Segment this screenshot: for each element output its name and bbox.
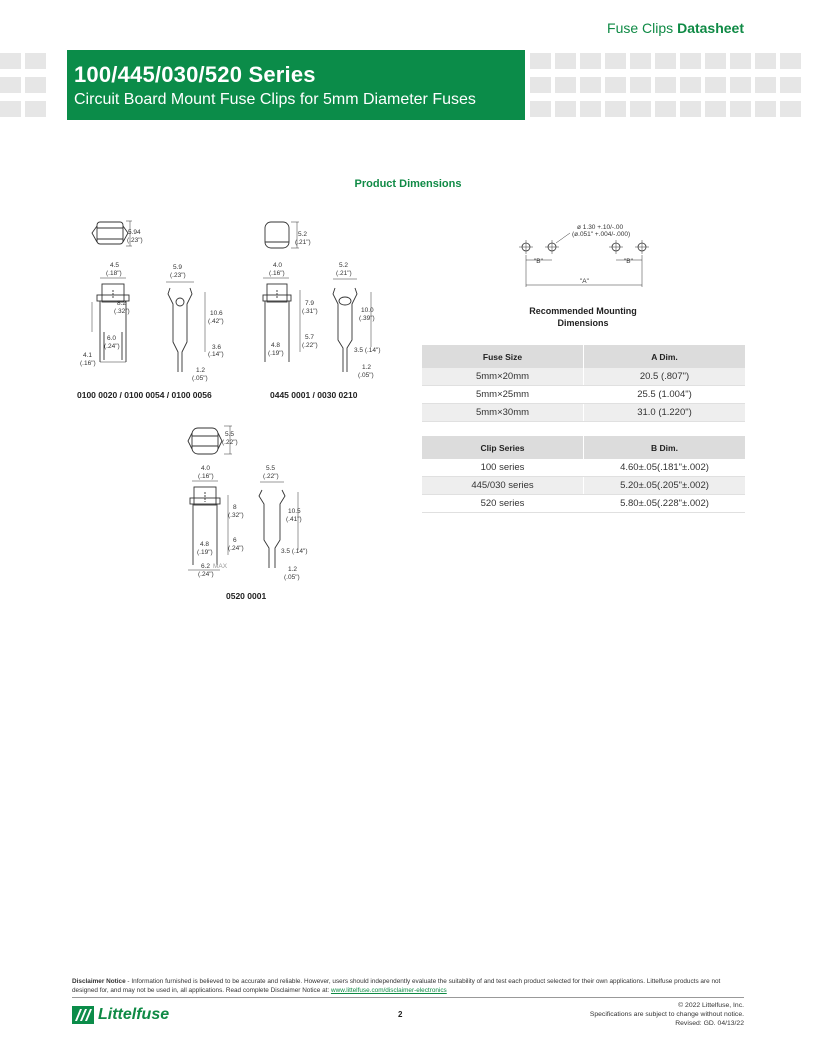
dim-label: 4.0 <box>273 262 283 269</box>
column-header: Fuse Size <box>422 345 584 368</box>
disclaimer-notice <box>72 977 747 995</box>
dim-label: (.24") <box>228 545 244 552</box>
dim-label: 5.94 <box>128 229 141 236</box>
dim-label: 3.5 (.14") <box>354 347 381 354</box>
mounting-caption <box>498 305 668 329</box>
dim-label: (.31") <box>302 308 318 315</box>
dim-label: (.42") <box>208 318 224 325</box>
dim-label: (.39") <box>359 315 375 322</box>
table-cell: 5mm×30mm <box>422 404 584 422</box>
dim-label: 7.9 <box>305 300 315 307</box>
logo-wordmark: Littelfuse <box>98 1006 170 1023</box>
dim-label: 1.2 <box>362 364 372 371</box>
disclaimer-link[interactable]: www.littelfuse.com/disclaimer-electronics <box>330 987 447 994</box>
dim-label: MAX <box>213 563 228 570</box>
dim-label: (.24") <box>104 343 120 350</box>
dim-label: (.22") <box>302 342 318 349</box>
dim-label: "B" <box>534 258 543 265</box>
table-row <box>422 459 745 477</box>
dim-label: "A" <box>580 278 589 285</box>
dim-label: (.32") <box>114 308 130 315</box>
dim-label: (.41") <box>286 516 302 523</box>
dim-label: (.23") <box>127 237 143 244</box>
table-cell: 100 series <box>422 459 584 477</box>
table-cell: 31.0 (1.220") <box>584 404 746 422</box>
dim-label: 8.2 <box>117 300 127 307</box>
dim-label: (.22") <box>263 473 279 480</box>
column-header: Clip Series <box>422 436 584 459</box>
change-notice: Specifications are subject to change without notice. <box>589 1011 744 1018</box>
dim-label: (.21") <box>295 239 311 246</box>
header-doctype: Datasheet <box>677 20 744 36</box>
column-header: A Dim. <box>584 345 746 368</box>
clip-drawing-2 <box>255 212 405 387</box>
clip-drawing-1 <box>70 212 250 387</box>
drawing-3-caption: 0520 0001 <box>226 591 267 601</box>
littelfuse-logo <box>72 1005 169 1025</box>
dim-label: 5.7 <box>305 334 315 341</box>
dim-label: 8 <box>233 504 237 511</box>
table-cell: 20.5 (.807") <box>584 368 746 386</box>
dim-label: (.21") <box>336 270 352 277</box>
disclaimer-label: Disclaimer Notice <box>72 978 126 985</box>
title-banner <box>67 50 525 120</box>
table-header-row <box>422 436 745 459</box>
table-row <box>422 404 745 422</box>
dim-label: 4.8 <box>200 541 210 548</box>
dim-label: (.24") <box>198 571 214 578</box>
dim-label: (.05") <box>284 574 300 581</box>
dim-label: 5.5 <box>266 465 276 472</box>
dim-label: (.19") <box>268 350 284 357</box>
mounting-pattern-drawing <box>510 215 660 290</box>
table-cell: 5mm×25mm <box>422 386 584 404</box>
series-subtitle: Circuit Board Mount Fuse Clips for 5mm Diameter Fuses <box>74 91 476 108</box>
section-title: Product Dimensions <box>354 178 462 190</box>
dim-label: 10.5 <box>288 508 301 515</box>
dim-label: (.16") <box>80 360 96 367</box>
dim-label: 5.5 <box>225 431 235 438</box>
dim-label: 5.2 <box>339 262 349 269</box>
header-category <box>607 20 744 36</box>
dim-label: 10.0 <box>361 307 374 314</box>
drawing-2-caption: 0445 0001 / 0030 0210 <box>270 390 358 400</box>
dim-label: 3.5 (.14") <box>281 548 308 555</box>
table-row <box>422 477 745 495</box>
dim-label: 5.2 <box>298 231 308 238</box>
footer-right-block <box>590 1001 744 1028</box>
dim-label: (.32") <box>228 512 244 519</box>
dim-label: (.23") <box>170 272 186 279</box>
table-row <box>422 386 745 404</box>
dim-label: 6 <box>233 537 237 544</box>
dim-label: (.05") <box>192 375 208 382</box>
table-header-row <box>422 345 745 368</box>
dim-label: 10.6 <box>210 310 223 317</box>
table-cell: 5.20±.05(.205"±.002) <box>584 477 746 495</box>
table-cell: 5.80±.05(.228"±.002) <box>584 495 746 513</box>
page-number: 2 <box>398 1010 403 1019</box>
dim-label: 4.0 <box>201 465 211 472</box>
drawing-1-caption: 0100 0020 / 0100 0054 / 0100 0056 <box>77 390 212 400</box>
column-header: B Dim. <box>584 436 746 459</box>
table-cell: 25.5 (1.004") <box>584 386 746 404</box>
table-row <box>422 495 745 513</box>
dim-label: 1.2 <box>196 367 206 374</box>
dim-label: 6.0 <box>107 335 117 342</box>
dim-label: 6.2 <box>201 563 211 570</box>
dim-label: "B" <box>624 258 633 265</box>
clip-drawing-3 <box>180 420 330 585</box>
dim-label: (.19") <box>197 549 213 556</box>
dim-label: 4.5 <box>110 262 120 269</box>
table-cell: 5mm×20mm <box>422 368 584 386</box>
header-category-text: Fuse Clips <box>607 20 674 36</box>
dim-label: 3.6 <box>212 344 222 351</box>
table-row <box>422 368 745 386</box>
clip-series-table <box>422 436 745 513</box>
dim-label: (.18") <box>106 270 122 277</box>
dim-label: (.22") <box>222 439 238 446</box>
dim-label: 1.2 <box>288 566 298 573</box>
table-cell: 4.60±.05(.181"±.002) <box>584 459 746 477</box>
footer-divider <box>72 997 744 998</box>
fuse-size-table <box>422 345 745 422</box>
disclaimer-text: - Information furnished is believed to be accurate and reliable. However, users should independently evaluate the suitability of and test each product selected for their own applications. Littelfuse products are not designed for, and may not be used in, all applications. Read complete Disclaimer Notice at: <box>72 978 721 994</box>
mounting-caption-line2: Dimensions <box>557 318 609 328</box>
series-title: 100/445/030/520 Series <box>74 62 316 87</box>
dim-label: (.16") <box>269 270 285 277</box>
dim-label: (.16") <box>198 473 214 480</box>
dim-label: (.05") <box>358 372 374 379</box>
mounting-caption-line1: Recommended Mounting <box>529 306 637 316</box>
table-cell: 520 series <box>422 495 584 513</box>
revision: Revised: GD. 04/13/22 <box>675 1020 744 1027</box>
dim-label: 5.9 <box>173 264 183 271</box>
dim-label: (.14") <box>208 351 224 358</box>
littelfuse-logo-icon <box>72 1006 94 1024</box>
dim-label: (ø.051" +.004/-.000) <box>572 231 631 238</box>
table-cell: 445/030 series <box>422 477 584 495</box>
dim-label: 4.8 <box>271 342 281 349</box>
dim-label: 4.1 <box>83 352 93 359</box>
copyright: © 2022 Littelfuse, Inc. <box>678 1002 744 1009</box>
dim-label: ø 1.30 +.10/-.00 <box>577 224 624 231</box>
